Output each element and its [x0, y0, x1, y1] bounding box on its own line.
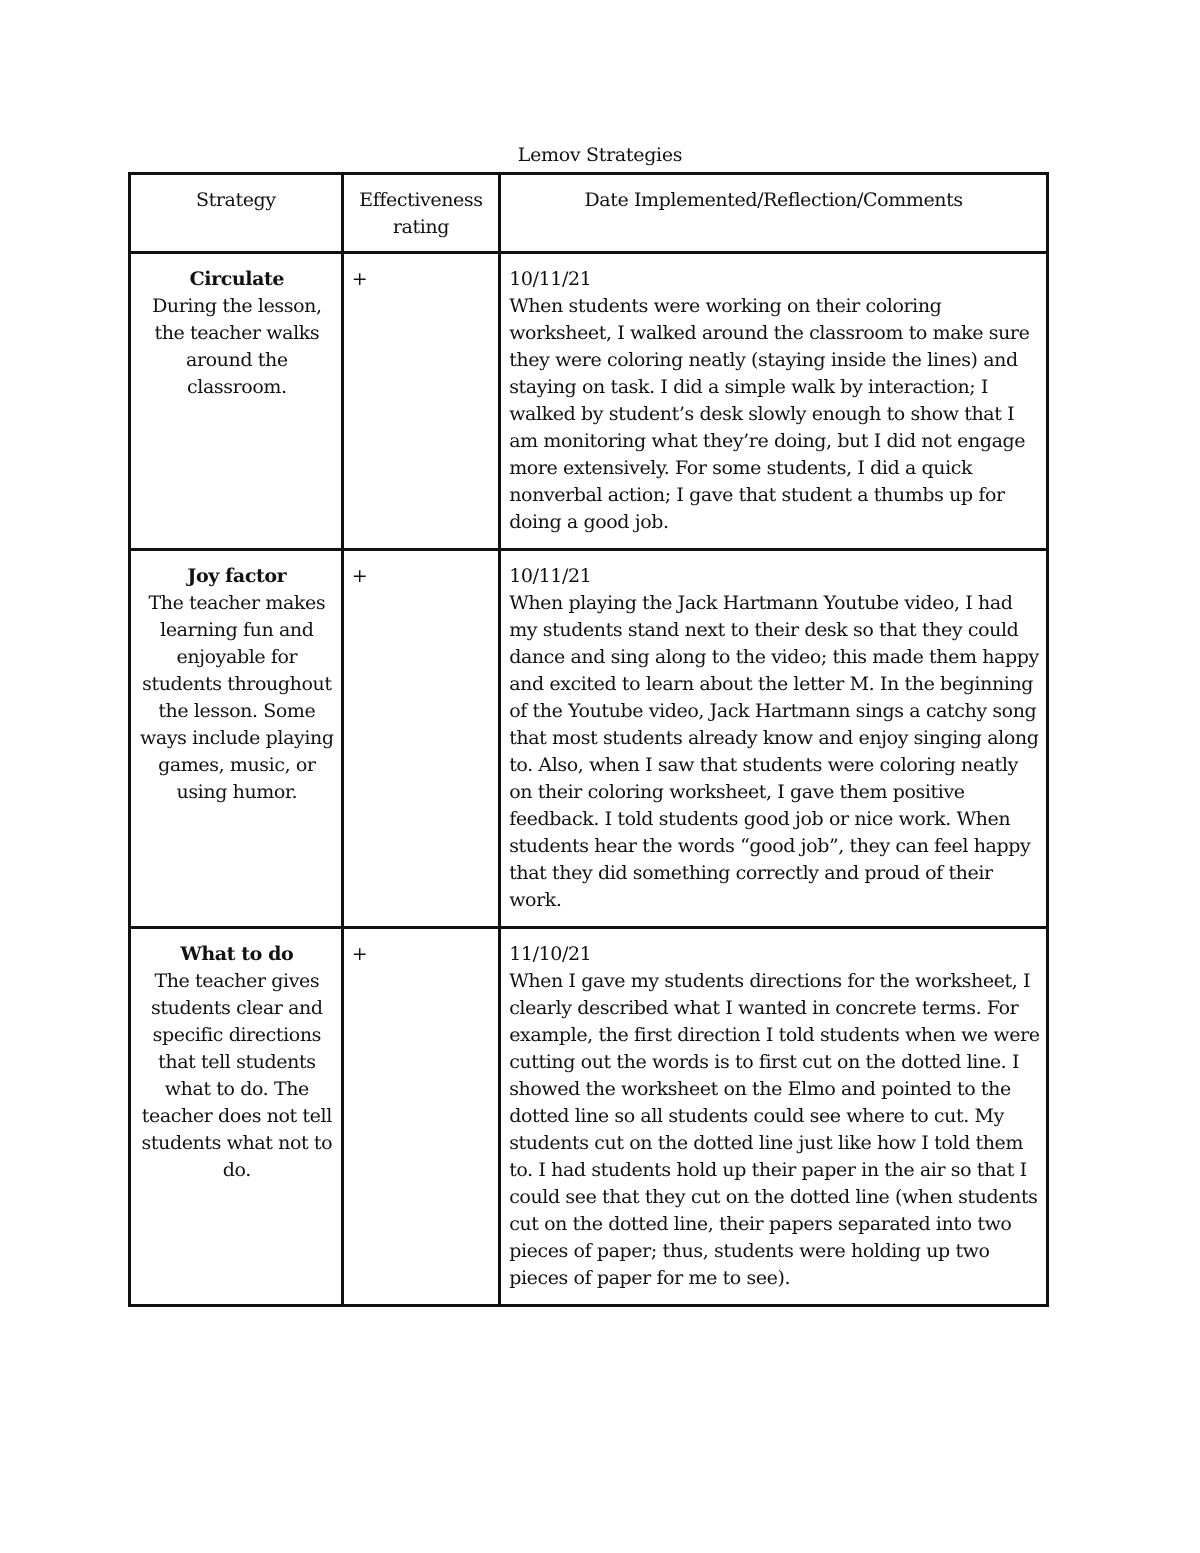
table-row — [130, 550, 1048, 928]
table-header-row — [130, 174, 1048, 253]
header-effectiveness-rating: Effectiveness rating — [342, 174, 500, 253]
strategy-cell — [130, 253, 343, 550]
strategy-name: What to do — [180, 943, 294, 965]
header-comments: Date Implemented/Reflection/Comments — [500, 174, 1048, 253]
date-implemented: 11/10/21 — [509, 943, 592, 965]
rating-cell: + — [342, 253, 500, 550]
date-implemented: 10/11/21 — [509, 565, 592, 587]
strategy-cell — [130, 550, 343, 928]
strategy-description: During the lesson, the teacher walks around the classroom. — [152, 295, 322, 398]
document-title: Lemov Strategies — [517, 144, 683, 166]
table-row — [130, 253, 1048, 550]
strategy-cell — [130, 928, 343, 1306]
rating-cell: + — [342, 928, 500, 1306]
date-implemented: 10/11/21 — [509, 268, 592, 290]
table-row — [130, 928, 1048, 1306]
lemov-strategies-table — [128, 172, 1049, 1307]
comments-cell — [500, 928, 1048, 1306]
rating-cell: + — [342, 550, 500, 928]
reflection-text: When I gave my students directions for the worksheet, I clearly described what I wanted in concrete terms. For example, the first direction I told students when we were cutting out the words is to first cut on the dotted line. I showed the worksheet on the Elmo and pointed to the dotted line so all students could see where to cut. My students cut on the dotted line just like how I told them to. I had students hold up their paper in the air so that I could see that they cut on the dotted line (when students cut on the dotted line, their papers separated into two pieces of paper; thus, students were holding up two pieces of paper for me to see). — [509, 970, 1040, 1289]
strategy-name: Circulate — [189, 268, 285, 290]
strategy-description: The teacher gives students clear and specific directions that tell students what to do. The teacher does not tell students what not to do. — [141, 970, 333, 1181]
strategy-description: The teacher makes learning fun and enjoyable for students throughout the lesson. Some ways include playing games, music, or using humor. — [140, 592, 334, 803]
comments-cell — [500, 253, 1048, 550]
strategy-name: Joy factor — [187, 565, 287, 587]
comments-cell — [500, 550, 1048, 928]
header-strategy: Strategy — [130, 174, 343, 253]
reflection-text: When students were working on their coloring worksheet, I walked around the classroom to make sure they were coloring neatly (staying inside the lines) and staying on task. I did a simple walk by interaction; I walked by student’s desk slowly enough to show that I am monitoring what they’re doing, but I did not engage more extensively. For some students, I did a quick nonverbal action; I gave that student a thumbs up for doing a good job. — [509, 295, 1030, 533]
reflection-text: When playing the Jack Hartmann Youtube video, I had my students stand next to their desk so that they could dance and sing along to the video; this made them happy and excited to learn about the letter M. In the beginning of the Youtube video, Jack Hartmann sings a catchy song that most students already know and enjoy singing along to. Also, when I saw that students were coloring neatly on their coloring worksheet, I gave them positive feedback. I told students good job or nice work. When students hear the words “good job”, they can feel happy that they did something correctly and proud of their work. — [509, 592, 1039, 911]
